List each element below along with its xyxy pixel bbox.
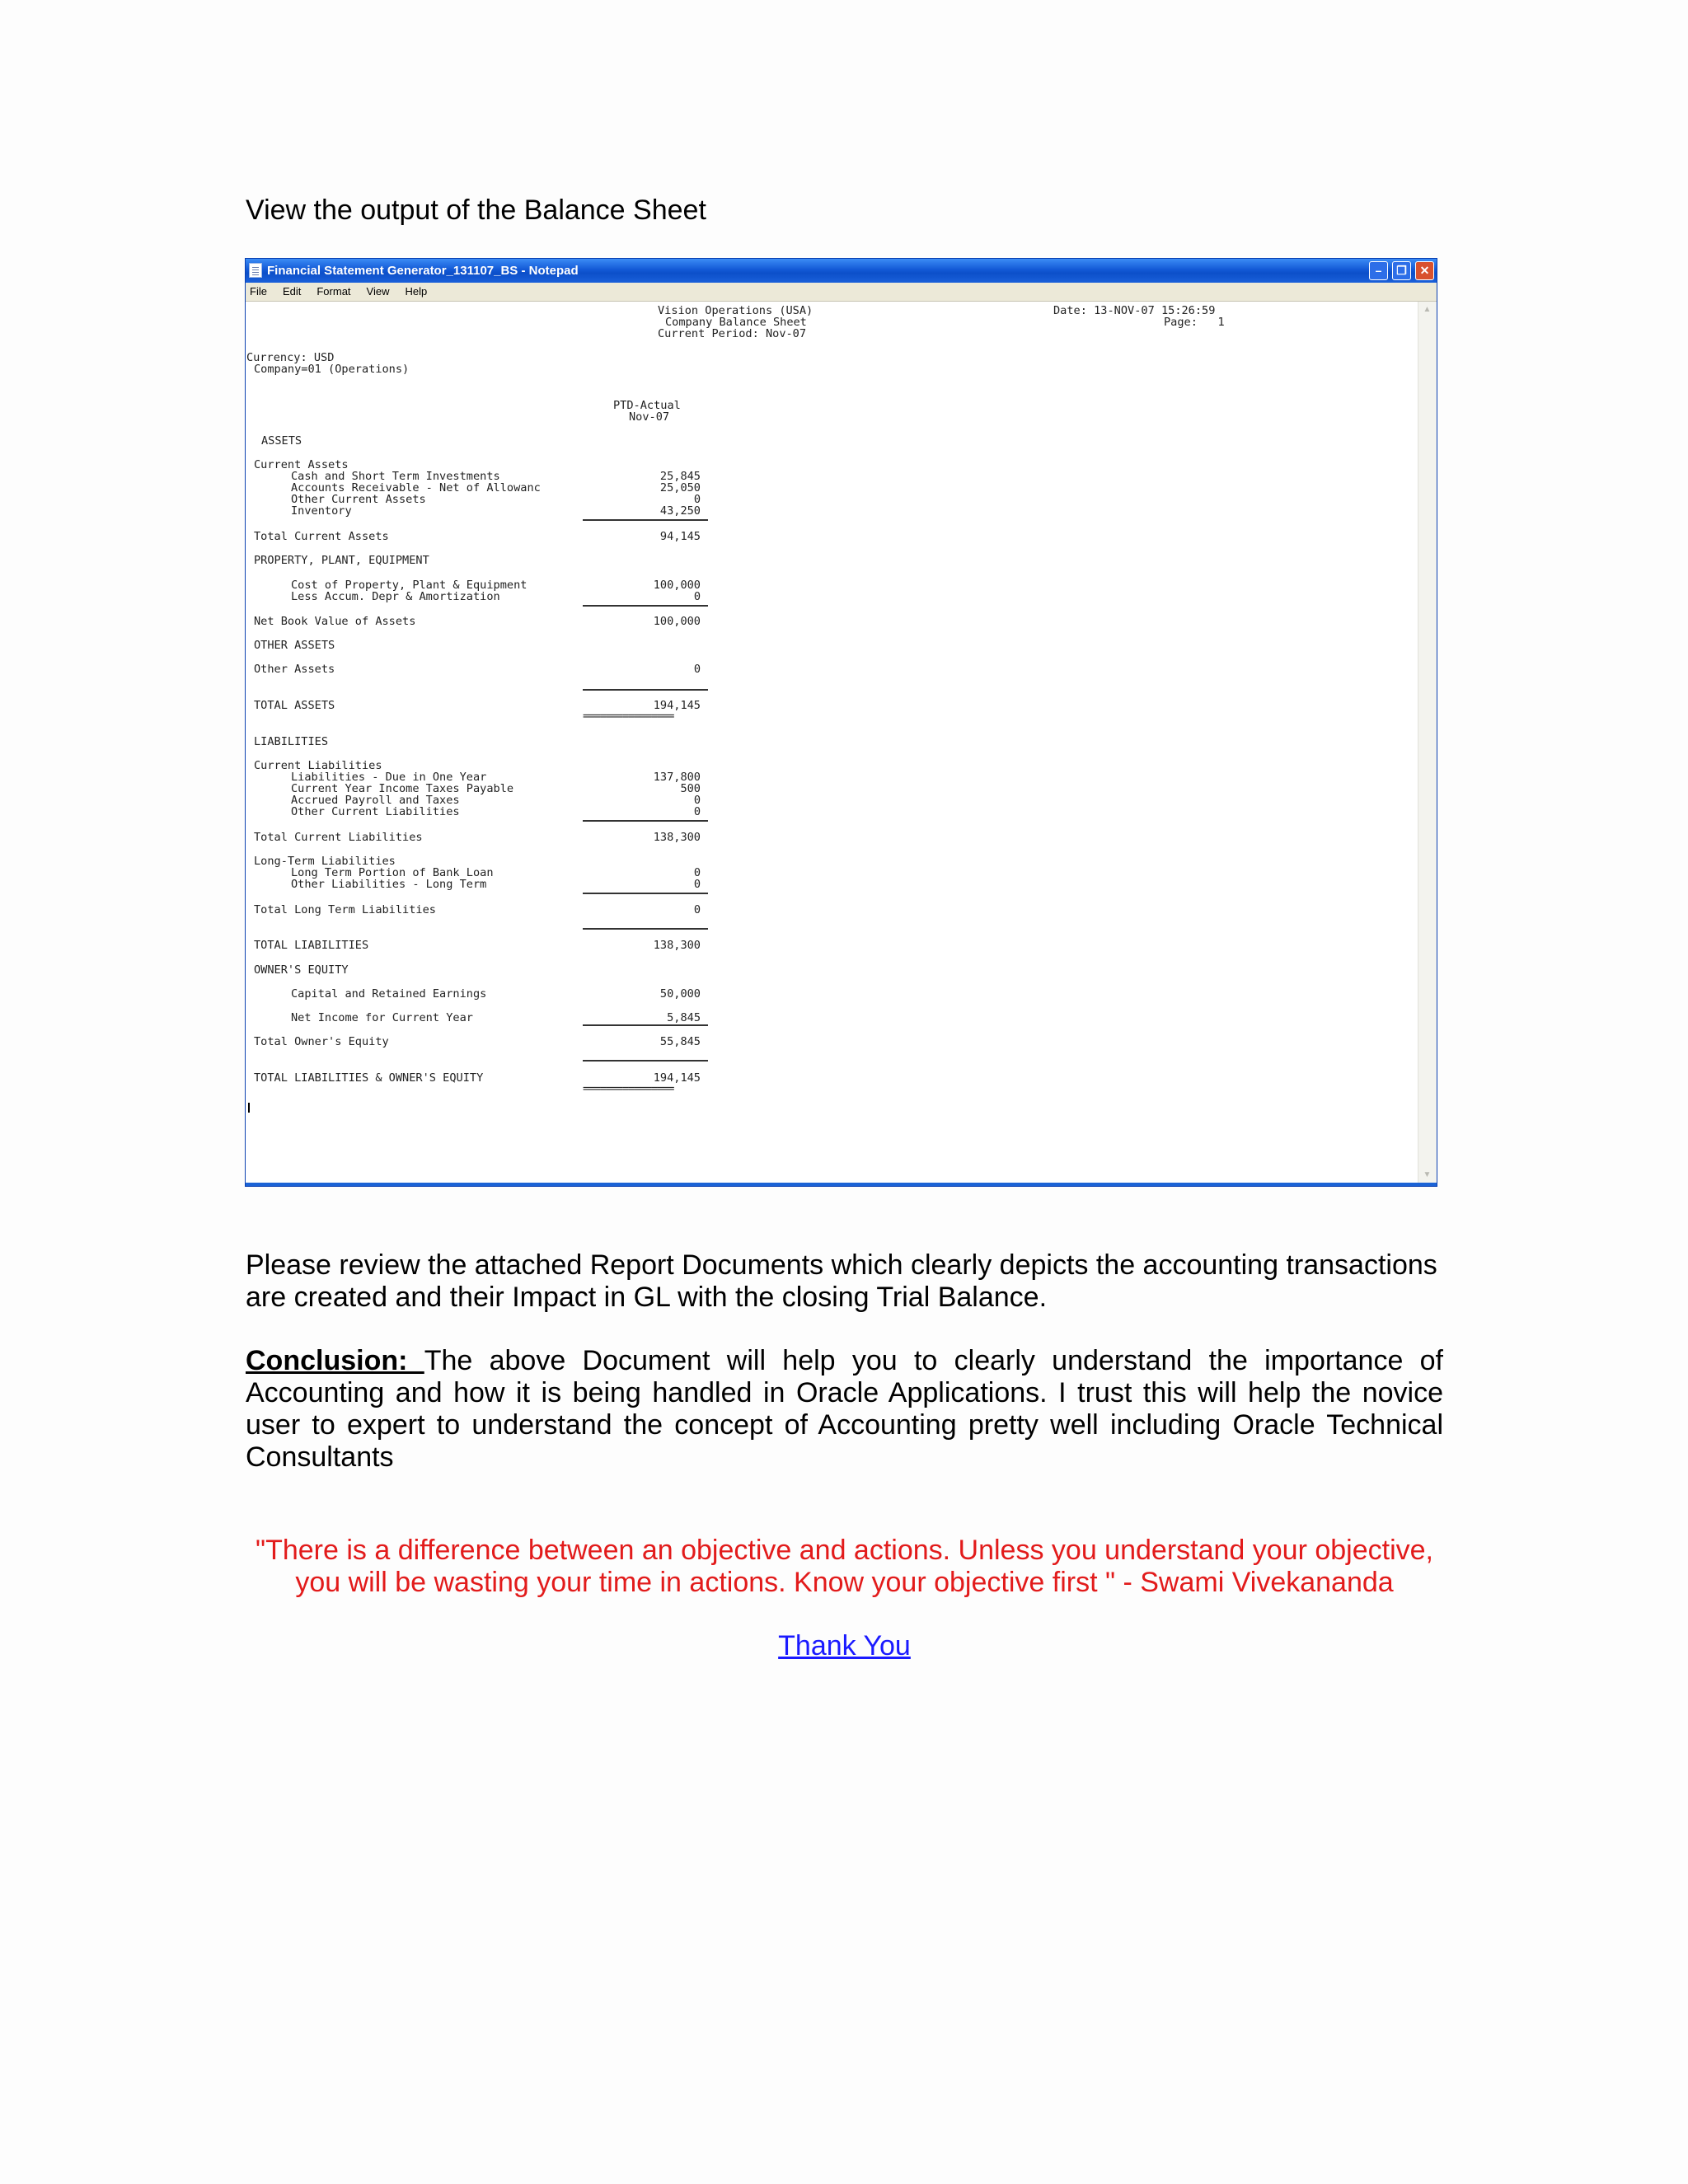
value-capital: 50,000: [659, 987, 701, 1001]
minimize-button[interactable]: –: [1369, 261, 1388, 280]
line-other-assets-heading: OTHER ASSETS: [254, 639, 335, 652]
value-cost-ppe: 100,000: [653, 579, 701, 592]
line-ppe: PROPERTY, PLANT, EQUIPMENT: [254, 554, 429, 567]
thank-you-link[interactable]: Thank You: [778, 1630, 911, 1661]
menu-help[interactable]: Help: [405, 285, 428, 298]
menu-view[interactable]: View: [366, 285, 390, 298]
line-bank-loan: Long Term Portion of Bank Loan: [291, 866, 494, 879]
line-nbv: Net Book Value of Assets: [254, 615, 416, 628]
value-ar: 25,050: [659, 481, 701, 494]
value-other-assets: 0: [693, 663, 701, 676]
report-company: Company=01 (Operations): [254, 363, 410, 376]
value-bank-loan: 0: [693, 866, 701, 879]
conclusion-label: Conclusion:: [246, 1345, 424, 1376]
line-other-cl: Other Current Liabilities: [291, 805, 460, 818]
menu-edit[interactable]: Edit: [282, 285, 302, 298]
value-total-le: 194,145: [653, 1071, 701, 1085]
line-inventory: Inventory: [291, 504, 352, 518]
value-payroll: 0: [693, 794, 701, 807]
column-header-ptd: PTD-Actual: [613, 399, 681, 412]
double-rule: ================: [583, 710, 674, 723]
quote-line-2: you will be wasting your time in actions. Know your objective first " - Swami Vivekananda: [295, 1567, 1394, 1598]
report-org: Vision Operations (USA): [658, 304, 814, 317]
notepad-window[interactable]: [245, 258, 1437, 1187]
rule-line: [583, 689, 708, 691]
value-total-cl: 138,300: [653, 831, 701, 844]
value-liab-due: 137,800: [653, 771, 701, 784]
line-total-liabilities: TOTAL LIABILITIES: [254, 939, 369, 952]
line-lt-liabilities: Long-Term Liabilities: [254, 855, 396, 868]
line-total-cl: Total Current Liabilities: [254, 831, 423, 844]
value-other-lt: 0: [693, 878, 701, 891]
scroll-up-arrow-icon[interactable]: ▲: [1423, 305, 1432, 314]
menu-file[interactable]: File: [250, 285, 267, 298]
vertical-scrollbar[interactable]: [1418, 302, 1437, 1183]
report-date: Date: 13-NOV-07 15:26:59: [1053, 304, 1216, 317]
notepad-icon: [249, 263, 262, 278]
line-total-assets: TOTAL ASSETS: [254, 699, 335, 712]
double-rule: ================: [583, 1082, 674, 1095]
line-other-assets: Other Assets: [254, 663, 335, 676]
restore-button[interactable]: ❐: [1392, 261, 1411, 280]
line-other-ca: Other Current Assets: [291, 493, 426, 506]
scroll-down-arrow-icon[interactable]: ▼: [1423, 1170, 1432, 1179]
quote-line-1: "There is a difference between an objective and actions. Unless you understand your objective,: [256, 1535, 1433, 1566]
rule-line: [583, 1024, 708, 1026]
line-total-equity: Total Owner's Equity: [254, 1035, 389, 1048]
line-liabilities: LIABILITIES: [254, 735, 329, 748]
rule-line: [583, 928, 708, 930]
text-area[interactable]: [246, 302, 1417, 1183]
report-name: Company Balance Sheet: [665, 316, 807, 329]
line-current-liabilities: Current Liabilities: [254, 759, 382, 772]
column-header-period: Nov-07: [629, 410, 670, 424]
line-total-ca: Total Current Assets: [254, 530, 389, 543]
line-capital: Capital and Retained Earnings: [291, 987, 487, 1001]
review-paragraph: Please review the attached Report Documents which clearly depicts the accounting transactions are created and their Impact in GL with the closing Trial Balance.: [246, 1249, 1437, 1313]
report-currency: Currency: USD: [246, 351, 335, 364]
value-net-income: 5,845: [667, 1011, 701, 1024]
value-total-equity: 55,845: [659, 1035, 701, 1048]
rule-line: [583, 519, 708, 521]
rule-line: [583, 1060, 708, 1062]
line-ar: Accounts Receivable - Net of Allowanc: [291, 481, 541, 494]
window-titlebar[interactable]: [246, 259, 1437, 283]
line-equity-heading: OWNER'S EQUITY: [254, 963, 349, 977]
line-assets: ASSETS: [261, 434, 302, 448]
report-page: Page: 1: [1164, 316, 1225, 329]
value-inventory: 43,250: [659, 504, 701, 518]
rule-line: [583, 893, 708, 894]
line-net-income: Net Income for Current Year: [291, 1011, 473, 1024]
value-accum: 0: [693, 590, 701, 603]
line-current-assets: Current Assets: [254, 458, 349, 471]
conclusion-text: The above Document will help you to clearly understand the importance of Accounting and how it is being handled in Oracle Applications. I trust this will help the novice user to expert to understand the concept of Accounting pretty well including Oracle Technical Consultants: [246, 1345, 1443, 1473]
window-title: Financial Statement Generator_131107_BS - Notepad: [267, 264, 579, 278]
line-accum: Less Accum. Depr & Amortization: [291, 590, 500, 603]
conclusion-paragraph: [246, 1345, 1443, 1474]
line-cash: Cash and Short Term Investments: [291, 470, 500, 483]
text-cursor: [248, 1103, 250, 1113]
value-cash: 25,845: [659, 470, 701, 483]
value-total-assets: 194,145: [653, 699, 701, 712]
line-other-lt: Other Liabilities - Long Term: [291, 878, 487, 891]
line-payroll: Accrued Payroll and Taxes: [291, 794, 460, 807]
page-heading: View the output of the Balance Sheet: [246, 194, 706, 226]
line-liab-due: Liabilities - Due in One Year: [291, 771, 487, 784]
menu-bar: [246, 283, 1437, 302]
window-bottom-border: [246, 1183, 1437, 1186]
value-total-lt: 0: [693, 903, 701, 916]
value-other-cl: 0: [693, 805, 701, 818]
close-button[interactable]: ✕: [1415, 261, 1434, 280]
rule-line: [583, 820, 708, 822]
line-cost-ppe: Cost of Property, Plant & Equipment: [291, 579, 528, 592]
report-period: Current Period: Nov-07: [658, 327, 807, 340]
value-income-tax: 500: [680, 782, 701, 795]
value-total-liabilities: 138,300: [653, 939, 701, 952]
value-other-ca: 0: [693, 493, 701, 506]
line-total-le: TOTAL LIABILITIES & OWNER'S EQUITY: [254, 1071, 484, 1085]
value-nbv: 100,000: [653, 615, 701, 628]
value-total-ca: 94,145: [659, 530, 701, 543]
line-total-lt: Total Long Term Liabilities: [254, 903, 436, 916]
line-income-tax: Current Year Income Taxes Payable: [291, 782, 514, 795]
rule-line: [583, 605, 708, 607]
quote: [246, 1535, 1443, 1599]
menu-format[interactable]: Format: [316, 285, 351, 298]
